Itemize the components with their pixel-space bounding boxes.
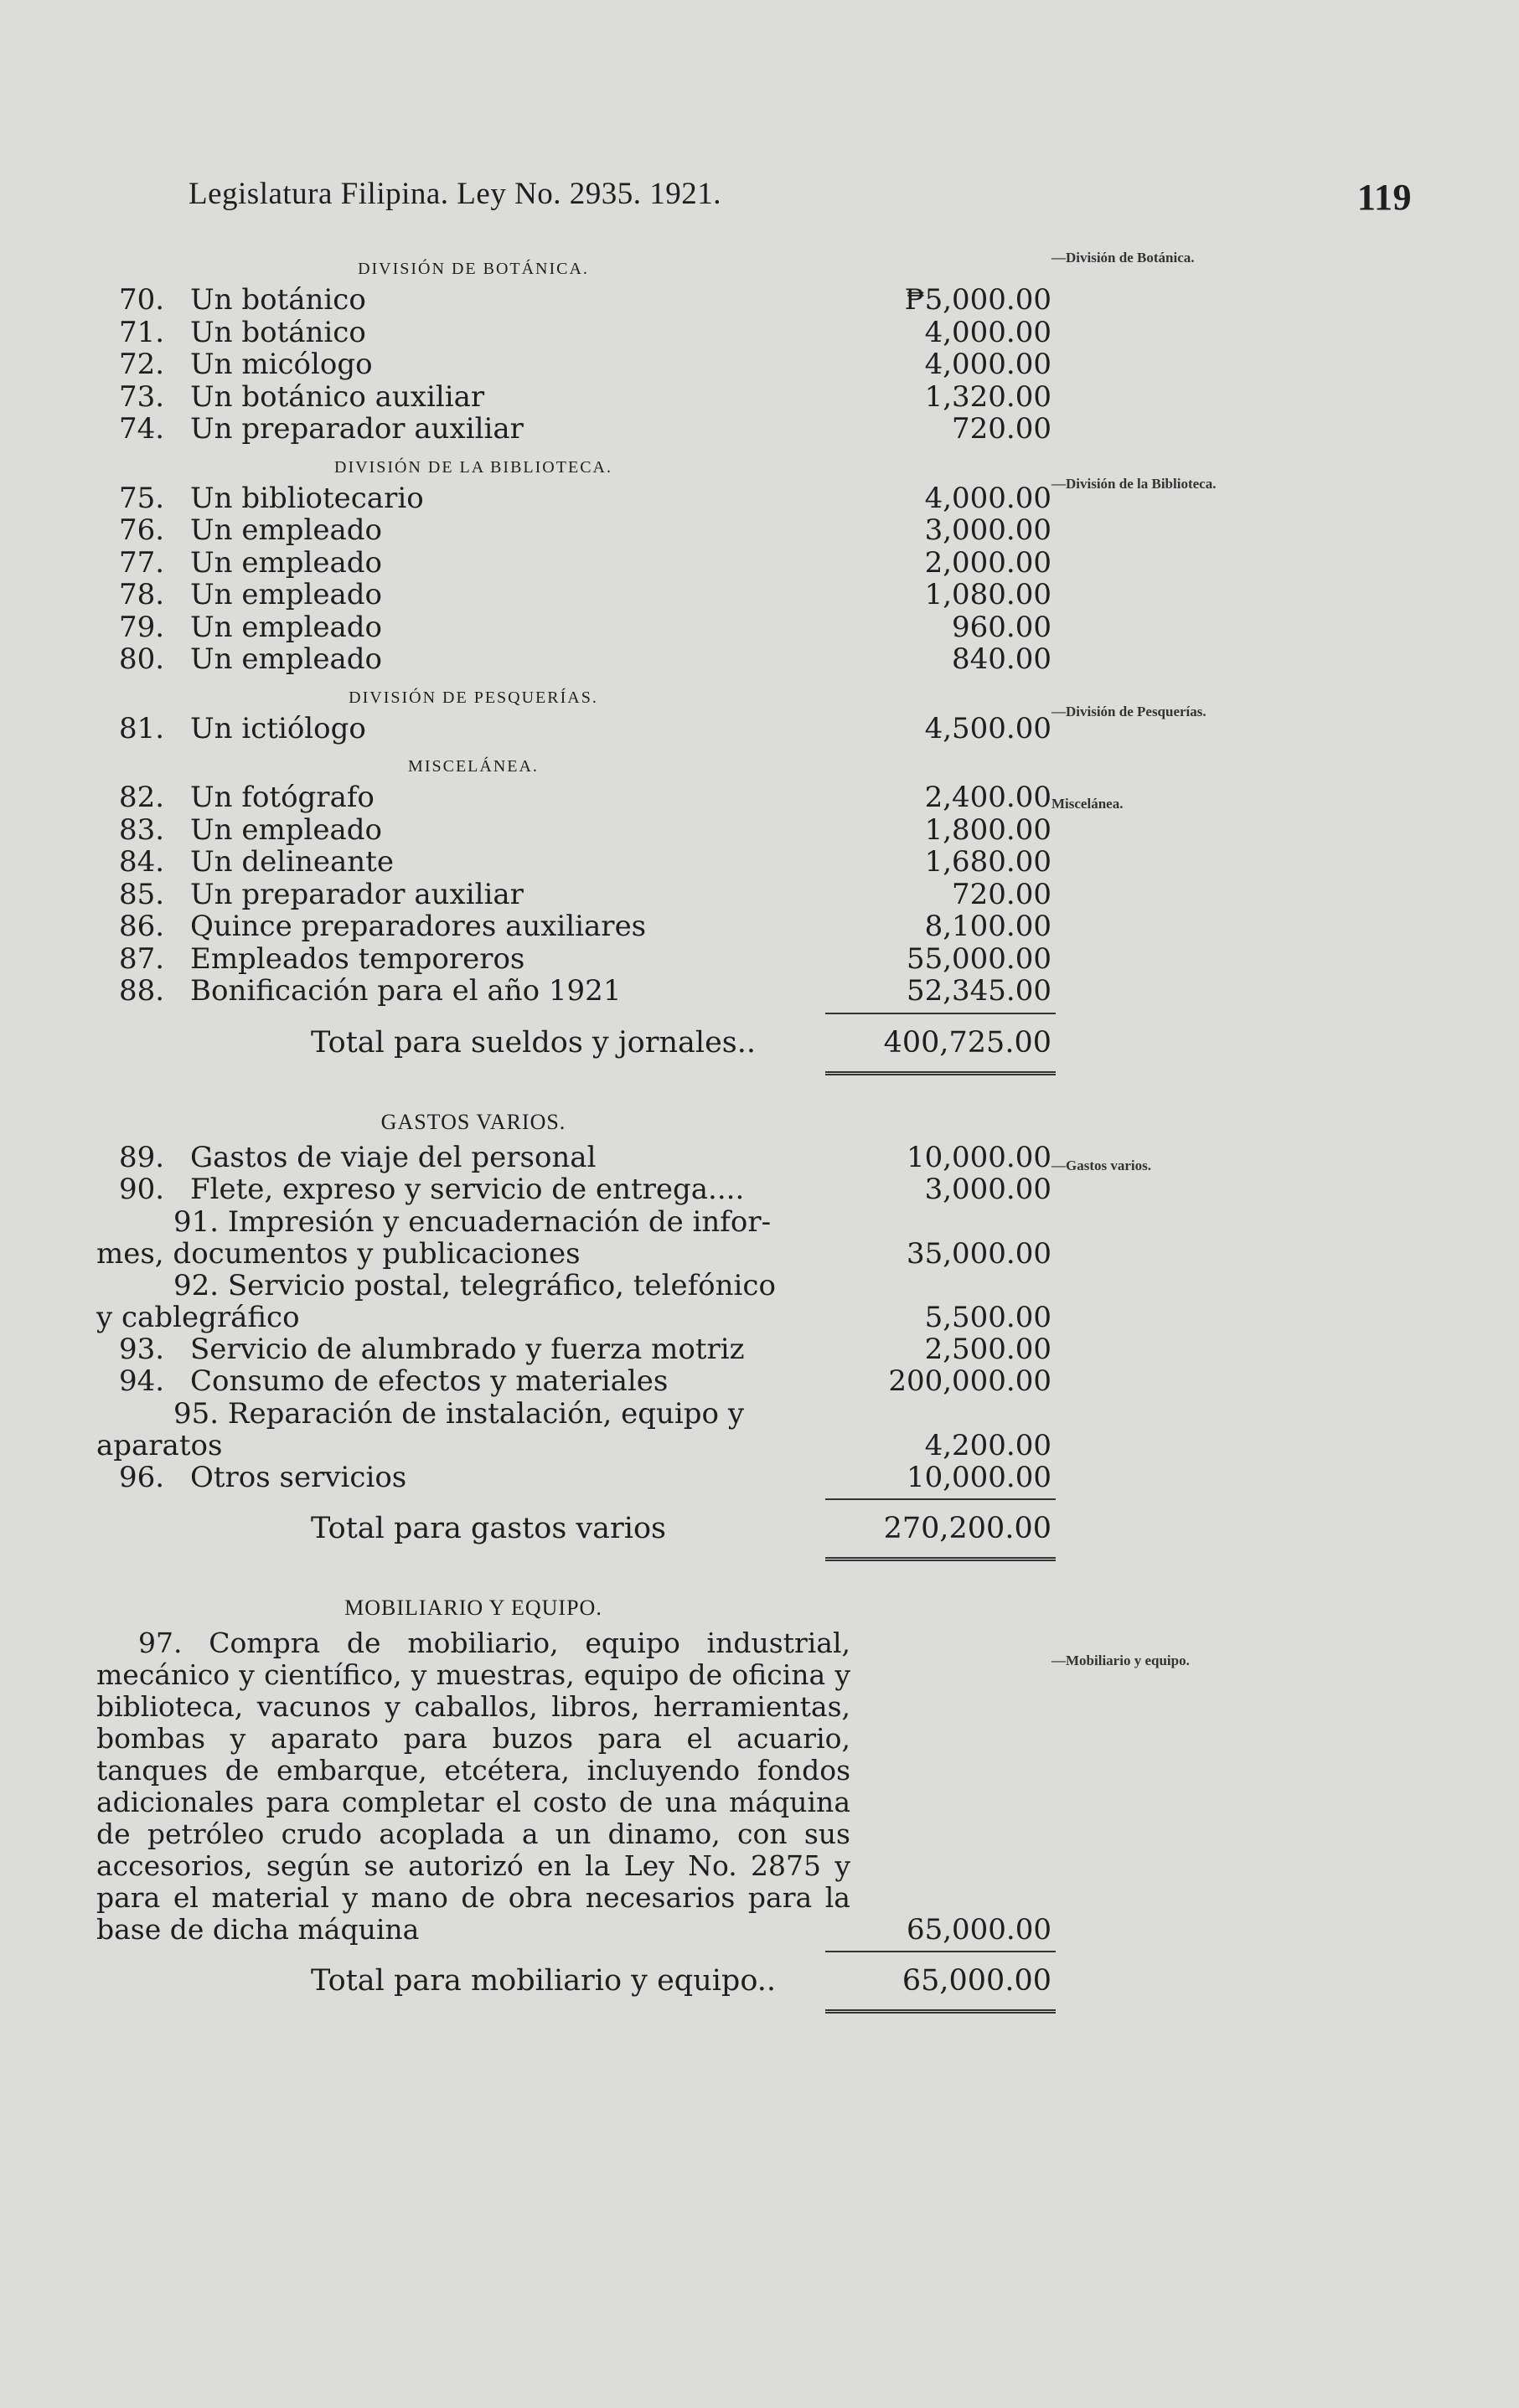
- margin-note-biblioteca: —División de la Biblioteca.: [1051, 476, 1217, 492]
- budget-row: [96, 611, 1051, 644]
- budget-row: [96, 814, 1051, 847]
- total-gastos-amount: 270,200.00: [883, 1512, 1051, 1545]
- item-description: Un preparador auxiliar: [190, 878, 524, 910]
- item-number: 83.: [119, 812, 165, 847]
- item-number: 85.: [119, 877, 165, 911]
- budget-row-93: 93. Servicio de alumbrado y fuerza motriz 2,500.00: [119, 1332, 1051, 1366]
- item-amount: 2,400.00: [924, 781, 1051, 814]
- mobiliario-paragraph: 97. Compra de mobiliario, equipo industrial, mecánico y científico, y muestras, equipo de oficina y biblioteca, vacunos y caballos, libros, herramientas, bombas y aparato para buzos para el acuario, tanques de embarque, etcétera, incluyendo fondos adicionales para completar el costo de una máquina de petróleo crudo acoplada a un dinamo, con sus accesorios, según se autorizó en la Ley No. 2875 y para el material y mano de obra necesarios para la base de dicha máquina: [96, 1627, 850, 1946]
- item-amount: ₱5,000.00: [904, 283, 1051, 317]
- rule-line: [96, 1493, 1051, 1505]
- budget-row: [96, 381, 1051, 414]
- item-description: Un empleado: [190, 643, 382, 675]
- item-amount: 52,345.00: [906, 974, 1051, 1008]
- item-amount: 8,100.00: [924, 910, 1051, 943]
- item-description: Bonificación para el año 1921: [190, 975, 622, 1007]
- double-rule: [96, 1066, 1051, 1078]
- item-description: Un preparador auxiliar: [190, 413, 524, 445]
- budget-row-90: 90. Flete, expreso y servicio de entrega.... 3,000.00: [119, 1173, 1051, 1206]
- total-gastos-label: Total para gastos varios: [311, 1512, 666, 1545]
- item-amount: 1,680.00: [924, 845, 1051, 879]
- item-number: 70.: [119, 283, 165, 317]
- budget-row: [96, 643, 1051, 676]
- mobiliario-amount: 65,000.00: [906, 1913, 1051, 1947]
- section-heading-gastos: GASTOS VARIOS.: [380, 1109, 566, 1134]
- miscelanea-items: [96, 781, 1051, 1008]
- total-mobiliario-amount: 65,000.00: [902, 1964, 1051, 1998]
- item-amount: 2,000.00: [924, 545, 1051, 580]
- budget-row: [96, 317, 1051, 349]
- item-description: Un micólogo: [190, 348, 373, 380]
- margin-note-pesquerias: —División de Pesquerías.: [1051, 704, 1206, 719]
- budget-row: [96, 846, 1051, 879]
- item-number: 77.: [119, 545, 165, 580]
- running-title: Legislatura Filipina. Ley No. 2935. 1921.: [189, 177, 722, 211]
- rule-line: [96, 1946, 1051, 1957]
- total-gastos: [96, 1505, 1051, 1552]
- section-heading-botanica: DIVISIÓN DE BOTÁNICA.: [358, 260, 589, 278]
- item-amount: 4,000.00: [924, 315, 1051, 349]
- budget-row: [96, 713, 1051, 745]
- total-sueldos-amount: 400,725.00: [883, 1025, 1051, 1060]
- total-mobiliario-label: Total para mobiliario y equipo..: [311, 1964, 777, 1998]
- total-sueldos-label: Total para sueldos y jornales..: [311, 1025, 756, 1060]
- item-description: Quince preparadores auxiliares: [190, 910, 647, 942]
- item-number: 71.: [119, 315, 165, 349]
- budget-row-96: 96. Otros servicios 10,000.00: [119, 1460, 1051, 1494]
- item-description: Un botánico: [190, 284, 366, 316]
- item-amount: 4,500.00: [924, 711, 1051, 745]
- item-number: 88.: [119, 974, 165, 1008]
- double-rule: [96, 2004, 1051, 2016]
- item-number: 73.: [119, 379, 165, 414]
- item-description: Un fotógrafo: [190, 781, 375, 813]
- section-heading-miscelanea: MISCELÁNEA.: [408, 757, 539, 776]
- item-description: Un delineante: [190, 846, 394, 878]
- item-amount: 4,000.00: [924, 481, 1051, 515]
- item-number: 78.: [119, 578, 165, 611]
- pesquerias-items: [96, 713, 1051, 745]
- item-description: Un botánico auxiliar: [190, 380, 485, 413]
- total-sueldos: [96, 1019, 1051, 1066]
- margin-note-botanica: —División de Botánica.: [1051, 250, 1195, 266]
- item-description: Un ictiólogo: [190, 712, 366, 745]
- budget-row: [96, 879, 1051, 911]
- budget-row: [96, 781, 1051, 814]
- budget-row: [96, 975, 1051, 1008]
- section-heading-pesquerias: DIVISIÓN DE PESQUERÍAS.: [349, 688, 598, 707]
- item-amount: 1,320.00: [924, 379, 1051, 414]
- budget-row: [96, 910, 1051, 943]
- item-amount: 1,080.00: [924, 578, 1051, 611]
- budget-row: [96, 284, 1051, 317]
- budget-row: [96, 482, 1051, 515]
- item-amount: 4,000.00: [924, 348, 1051, 381]
- item-amount: 3,000.00: [924, 513, 1051, 547]
- margin-note-miscelanea: Miscelánea.: [1051, 796, 1124, 812]
- item-description: Un empleado: [190, 579, 382, 611]
- budget-row-97: [96, 1627, 1051, 1946]
- item-amount: 55,000.00: [906, 941, 1051, 976]
- budget-row: [96, 579, 1051, 611]
- item-amount: 720.00: [952, 877, 1051, 911]
- budget-row-92: 92. Servicio postal, telegráfico, telefónico y cablegráfico 5,500.00: [96, 1268, 1051, 1334]
- budget-row: [96, 943, 1051, 976]
- item-description: Empleados temporeros: [190, 942, 525, 975]
- rule-line: [96, 1008, 1051, 1019]
- item-description: Un bibliotecario: [190, 482, 424, 514]
- item-number: 76.: [119, 513, 165, 547]
- biblioteca-items: [96, 482, 1051, 676]
- item-description: Un botánico: [190, 316, 366, 348]
- budget-column: [96, 247, 1051, 2016]
- margin-note-mobiliario: —Mobiliario y equipo.: [1051, 1653, 1190, 1668]
- total-mobiliario: [96, 1957, 1051, 2004]
- item-number: 79.: [119, 610, 165, 644]
- item-amount: 1,800.00: [924, 812, 1051, 847]
- item-number: 80.: [119, 642, 165, 676]
- budget-row: [96, 514, 1051, 547]
- item-number: 74.: [119, 412, 165, 446]
- item-number: 75.: [119, 481, 165, 515]
- section-heading-mobiliario: MOBILIARIO Y EQUIPO.: [344, 1596, 602, 1620]
- budget-row-91: 91. Impresión y encuadernación de infor- mes, documentos y publicaciones 35,000.00: [96, 1204, 1051, 1271]
- budget-row-89: 89. Gastos de viaje del personal 10,000.00: [119, 1140, 1051, 1174]
- item-description: Un empleado: [190, 514, 382, 546]
- item-amount: 960.00: [952, 610, 1051, 644]
- item-number: 86.: [119, 910, 165, 943]
- budget-row: [96, 348, 1051, 381]
- budget-row-94: 94. Consumo de efectos y materiales 200,000.00: [119, 1364, 1051, 1398]
- section-heading-biblioteca: DIVISIÓN DE LA BIBLIOTECA.: [334, 457, 612, 477]
- item-number: 81.: [119, 711, 165, 745]
- item-number: 87.: [119, 941, 165, 976]
- item-description: Un empleado: [190, 546, 382, 579]
- double-rule: [96, 1552, 1051, 1564]
- item-number: 84.: [119, 845, 165, 879]
- budget-row: [96, 547, 1051, 580]
- item-description: Un empleado: [190, 813, 382, 846]
- item-number: 82.: [119, 781, 165, 814]
- item-number: 72.: [119, 348, 165, 381]
- budget-row-95: 95. Reparación de instalación, equipo y aparatos 4,200.00: [96, 1396, 1051, 1462]
- item-description: Un empleado: [190, 611, 382, 643]
- running-header: [189, 176, 1412, 226]
- budget-row: [96, 413, 1051, 446]
- item-amount: 720.00: [952, 412, 1051, 446]
- botanica-items: [96, 284, 1051, 446]
- margin-note-gastos: —Gastos varios.: [1051, 1158, 1151, 1173]
- page-number: 119: [1356, 177, 1412, 218]
- item-amount: 840.00: [952, 642, 1051, 676]
